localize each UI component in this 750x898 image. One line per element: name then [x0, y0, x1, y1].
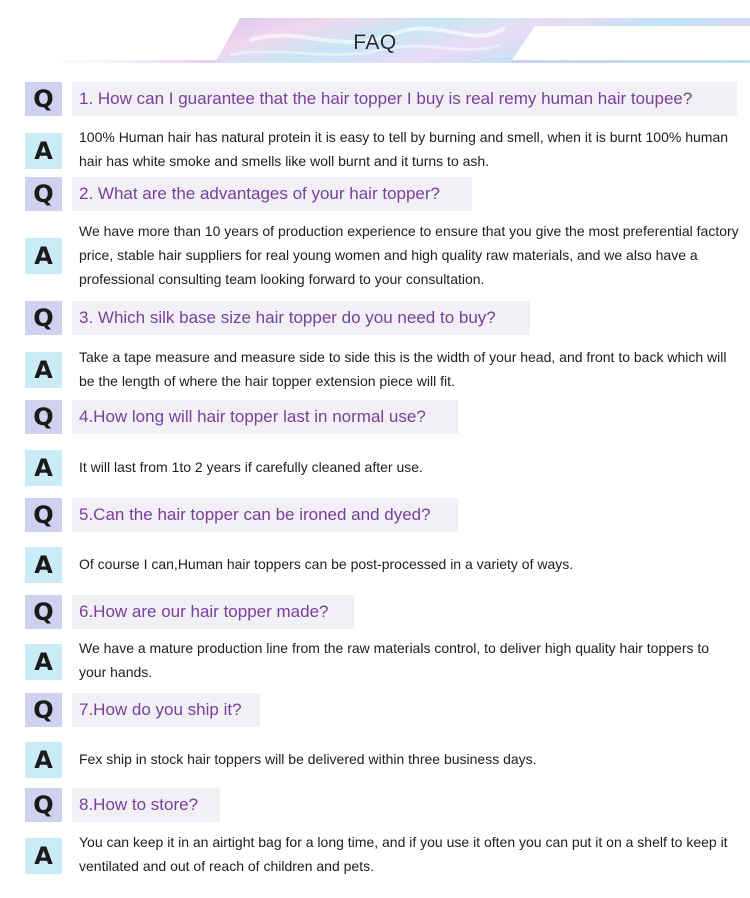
q-badge: Q: [25, 788, 62, 822]
a-badge: A: [25, 547, 62, 583]
answer-6: We have a mature production line from the raw materials control, to deliver high quality hair toppers to your hands.: [79, 640, 710, 680]
question-2: 2. What are the advantages of your hair topper?: [72, 177, 472, 211]
question-5: 5.Can the hair topper can be ironed and dyed?: [72, 498, 458, 532]
answer-1: 100% Human hair has natural protein it is easy to tell by burning and smell, when it is burnt 100% human hair has white smoke and smells like woll burnt and it turns to ash.: [79, 129, 729, 169]
q-badge: Q: [25, 400, 62, 434]
answer-3: Take a tape measure and measure side to side this is the width of your head, and front to back which will be the length of where the hair topper extension piece will fit.: [79, 349, 727, 389]
q-badge: Q: [25, 177, 62, 211]
a-badge: A: [25, 644, 62, 680]
answer-5: Of course I can,Human hair toppers can be post-processed in a variety of ways.: [79, 556, 574, 572]
question-1: 1. How can I guarantee that the hair topper I buy is real remy human hair toupee?: [72, 82, 737, 116]
answer-4: It will last from 1to 2 years if carefully cleaned after use.: [79, 459, 423, 475]
question-7: 7.How do you ship it?: [72, 693, 260, 727]
q-badge: Q: [25, 301, 62, 335]
q-badge: Q: [25, 498, 62, 532]
question-8: 8.How to store?: [72, 788, 220, 822]
question-4: 4.How long will hair topper last in normal use?: [72, 400, 458, 434]
question-3: 3. Which silk base size hair topper do you need to buy?: [72, 301, 530, 335]
a-badge: A: [25, 352, 62, 388]
a-badge: A: [25, 133, 62, 169]
a-badge: A: [25, 838, 62, 874]
answer-8: You can keep it in an airtight bag for a long time, and if you use it often you can put it on a shelf to keep it ventilated and out of reach of children and pets.: [79, 834, 728, 874]
q-badge: Q: [25, 595, 62, 629]
faq-banner: [0, 0, 750, 70]
question-6: 6.How are our hair topper made?: [72, 595, 354, 629]
page-title: FAQ: [353, 31, 397, 54]
q-badge: Q: [25, 82, 62, 116]
a-badge: A: [25, 450, 62, 486]
a-badge: A: [25, 742, 62, 778]
answer-7: Fex ship in stock hair toppers will be delivered within three business days.: [79, 751, 537, 767]
q-badge: Q: [25, 693, 62, 727]
answer-2: We have more than 10 years of production experience to ensure that you give the most preferential factory price, stable hair suppliers for real young women and high quality raw materials, and we also have a professional consulting team looking forward to your consultation.: [79, 223, 739, 287]
a-badge: A: [25, 238, 62, 274]
